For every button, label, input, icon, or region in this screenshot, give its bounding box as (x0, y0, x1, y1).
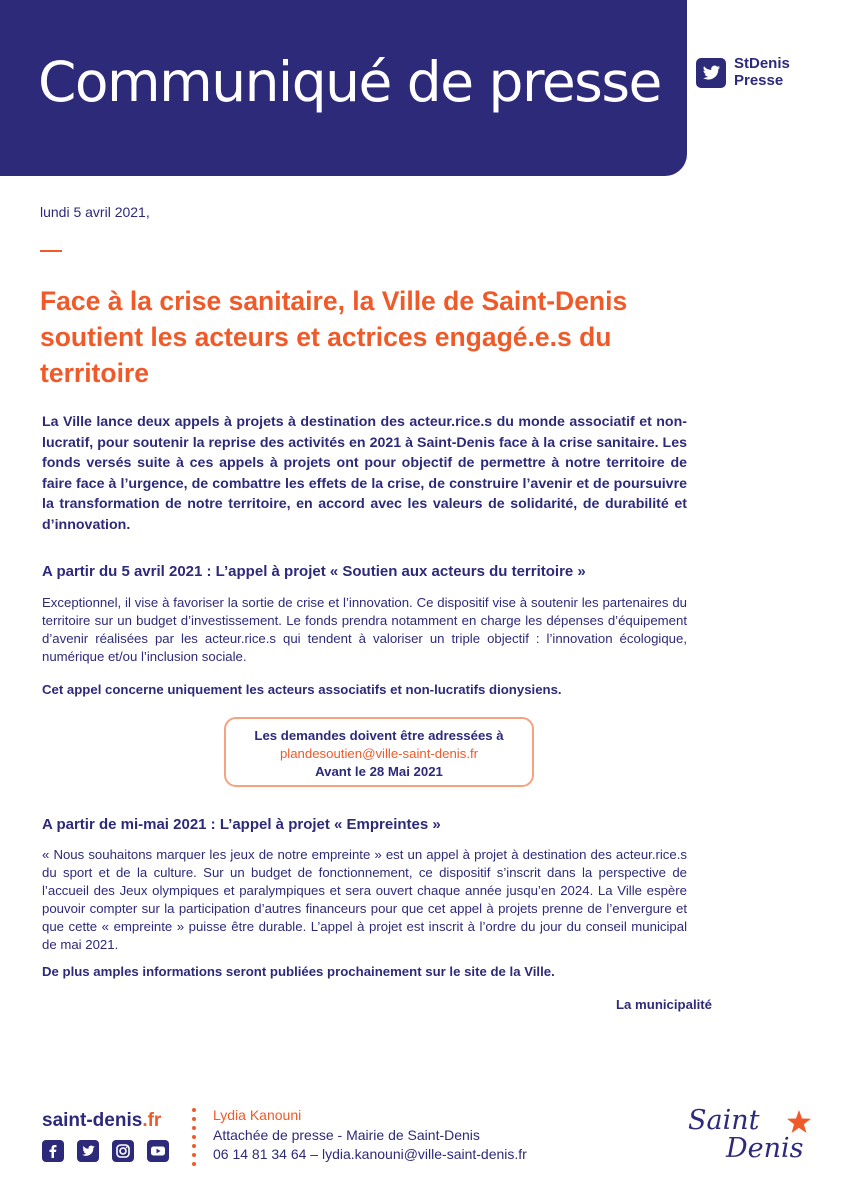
section2-note: De plus amples informations seront publiées prochainement sur le site de la Ville. (42, 964, 555, 979)
instagram-icon[interactable] (112, 1140, 134, 1162)
contact-name: Lydia Kanouni (213, 1107, 302, 1123)
section1-title: A partir du 5 avril 2021 : L’appel à projet « Soutien aux acteurs du territoire » (42, 563, 586, 580)
youtube-icon[interactable] (147, 1140, 169, 1162)
website-link[interactable] (42, 1110, 161, 1132)
header-band (0, 0, 687, 176)
application-email-link[interactable]: plandesoutien@ville-saint-denis.fr (279, 746, 479, 761)
section1-body: Exceptionnel, il vise à favoriser la sortie de crise et l’innovation. Ce dispositif vise à soutenir les partenaires du territoire sur un budget d’investissement. Le fonds prendra notamment en charge les dépenses d’équipement d’avenir réalisées par les acteur.rice.s qui tendent à valoriser un triple objectif : l’innovation écologique, numérique et/ou l’inclusion sociale. (42, 595, 687, 664)
logo-line1: Saint (688, 1105, 760, 1136)
application-contact-box (224, 717, 534, 787)
contact-role: Attachée de presse - Mairie de Saint-Denis (213, 1126, 480, 1143)
logo-line2: Denis (726, 1133, 804, 1164)
twitter-footer-icon[interactable] (77, 1140, 99, 1162)
headline: Face à la crise sanitaire, la Ville de Saint-Denis soutient les acteurs et actrices engagé.e.s du territoire (40, 286, 628, 388)
twitter-label-line1: StDenis (734, 55, 790, 72)
facebook-icon[interactable] (42, 1140, 64, 1162)
press-contact (213, 1106, 527, 1165)
section1-note: Cet appel concerne uniquement les acteurs associatifs et non-lucratifs dionysiens. (42, 682, 562, 697)
twitter-label-line2: Presse (734, 72, 784, 89)
footer-dot-separator (191, 1107, 197, 1167)
press-date: lundi 5 avril 2021, (40, 204, 150, 220)
section2-body: « Nous souhaitons marquer les jeux de notre empreinte » est un appel à projet à destination des acteur.rice.s du sport et de la culture. Sur un budget de fonctionnement, ce dispositif s’inscrit dans la perspective de l’accueil des Jeux olympiques et paralympiques et sera ouvert chaque année jusqu’en 2024. La Ville espère pouvoir compter sur la participation d’autres financeurs pour que cet appel à projets prenne de l’envergure et que cette « empreinte » puisse être durable. L’appel à projet est inscrit à l’ordre du jour du conseil municipal de mai 2021. (42, 847, 687, 952)
contact-phone-email[interactable]: 06 14 81 34 64 – lydia.kanouni@ville-saint-denis.fr (213, 1146, 527, 1162)
twitter-icon (696, 58, 726, 88)
page-title: Communiqué de presse (38, 50, 661, 114)
saint-denis-logo (686, 1105, 816, 1167)
twitter-handle[interactable] (696, 55, 816, 95)
star-icon (786, 1109, 812, 1135)
signature: La municipalité (616, 997, 712, 1012)
box-line1: Les demandes doivent être adressées à (254, 728, 504, 743)
site-tld: .fr (142, 1110, 162, 1131)
box-deadline: Avant le 28 Mai 2021 (315, 764, 443, 779)
twitter-label (734, 55, 816, 89)
section2-title: A partir de mi-mai 2021 : L’appel à projet « Empreintes » (42, 816, 441, 833)
intro-paragraph: La Ville lance deux appels à projets à destination des acteur.rice.s du monde associatif et non-lucratif, pour soutenir la reprise des activités en 2021 à Saint-Denis face à la crise sanitaire. Les fonds versés suite à ces appels à projets ont pour objectif de permettre à notre territoire de faire face à l’urgence, de combattre les effets de la crise, de construire l’avenir et de poursuivre la transformation de notre territoire, en accord avec les valeurs de solidarité, de durabilité et d’innovation. (42, 414, 687, 533)
divider-dash (40, 250, 62, 252)
social-icons (42, 1140, 182, 1164)
site-name: saint-denis (42, 1110, 143, 1131)
